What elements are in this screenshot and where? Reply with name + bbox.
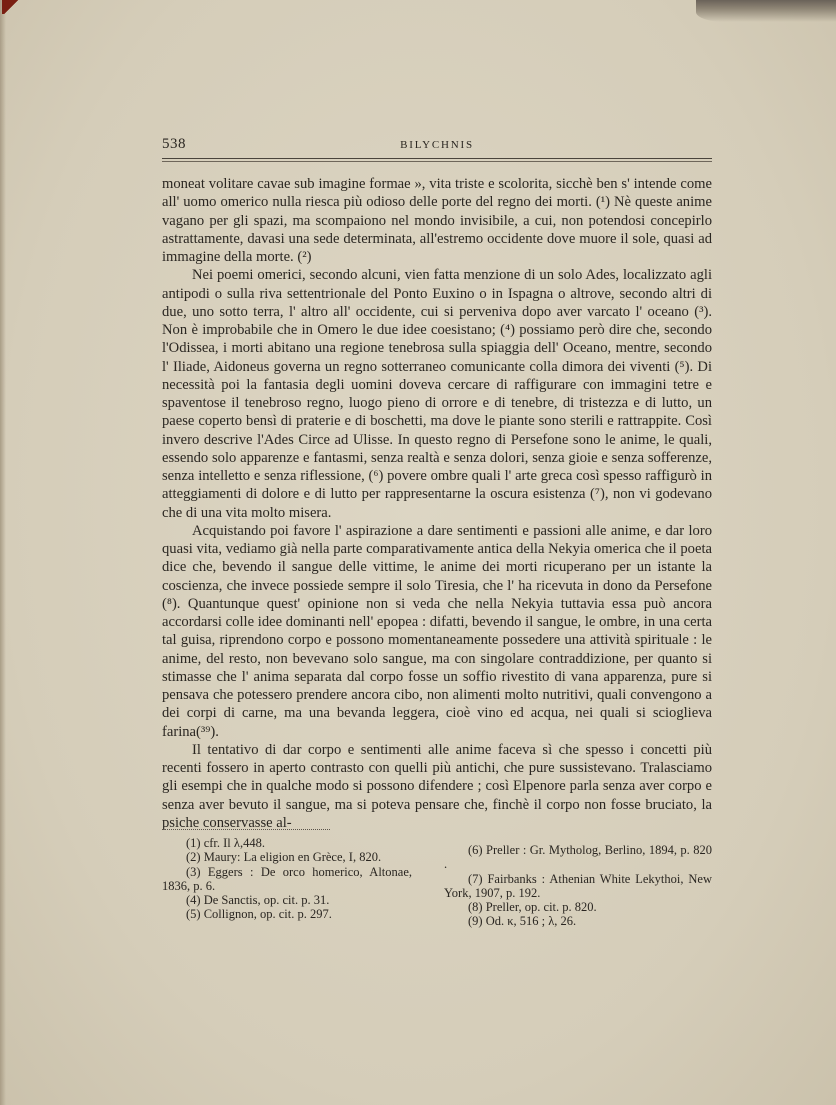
footnote: (8) Preller, op. cit. p. 820.: [468, 900, 597, 915]
body-text: [162, 175, 712, 832]
header-rule: [162, 158, 712, 159]
page-number: 538: [162, 136, 186, 152]
running-head: BILYCHNIS: [400, 139, 474, 151]
footnote: (2) Maury: La eligion en Grèce, I, 820.: [186, 850, 382, 865]
corner-stain: [2, 0, 28, 14]
page-edge-shadow: [0, 0, 6, 1105]
footnote-separator: [162, 829, 330, 830]
paragraph: moneat volitare cavae sub imagine formae », vita triste e scolorita, sicchè ben s' intende come all' uomo omerico nulla riesca più odioso delle porte del regno dei morti. (¹) Nè queste anime vagano per gli spazi, ma scompaiono nel mondo invisibile, a cui, non potendosi concepirlo astrattamente, davasi una sede determinata, all'estremo occidente dove muore il sole, quasi ad immagine della morte. (²): [162, 176, 712, 265]
paragraph: Il tentativo di dar corpo e sentimenti alle anime faceva sì che spesso i concetti più recenti fossero in aperto contrasto con quelli più antichi, che pure sussistevano. Tralasciamo gli esempi che in qualche modo si possono difendere ; così Elpenore parla senza aver corpo e senza aver bevuto il sangue, ma si poteva pensare che, finchè il corpo non fosse bruciato, la psiche conservasse al-: [162, 741, 712, 831]
footnotes-left-column: [162, 836, 412, 922]
torn-page-edge: [696, 0, 836, 22]
paragraph: Nei poemi omerici, secondo alcuni, vien fatta menzione di un solo Ades, localizzato agli antipodi o sulla riva settentrionale del Ponto Euxino o in Ispagna o altrove, secondo altri di due, uno sotto terra, l' altro all' occidente, cui si perveniva dopo aver varcato l' oceano (³). Non è improbabile che in Omero le due idee coesistano; (⁴) possiamo però dire che, secondo l'Odissea, i morti abitano una regione tenebrosa sulla spiaggia dell' Oceano, mentre, secondo l' Iliade, Aidoneus governa un regno sotterraneo comunicante colla dimora dei viventi (⁵). Di necessità poi la fantasia degli uomini doveva cercare di raffigurare con immagini tetre e spaventose il tenebroso regno, luogo pieno di orrore e di tenebre, di tristezza e di lutto, un paese coperto bensì di praterie e di boschetti, ma dove le piante sono sterili e rattrappite. Così invero descrive l'Ades Circe ad Ulisse. In questo regno di Persefone sono le anime, le quali, essendo solo apparenze e fantasmi, senza realtà e senza dolori, senza gioie e senza sofferenze, senza intelletto e senza riflessione, (⁶) povere ombre quali l' arte greca così spesso raffigurò in atteggiamenti di dolore e di lutto per rappresentarne la oscura esistenza (⁷), non vi godevano che di una vita molto misera.: [162, 267, 712, 521]
footnote: (7) Fairbanks : Athenian White Lekythoi, New York, 1907, p. 192.: [444, 871, 712, 900]
footnote: (6) Preller : Gr. Mytholog, Berlino, 1894, p. 820 .: [444, 843, 712, 872]
page-header: [162, 136, 712, 158]
footnote: (1) cfr. Il λ,448.: [186, 836, 265, 850]
footnote: (9) Od. κ, 516 ; λ, 26.: [468, 914, 577, 929]
footnote: (3) Eggers : De orco homerico, Altonae, 1836, p. 6.: [162, 864, 412, 893]
header-rule-double: [162, 161, 712, 162]
footnote: (4) De Sanctis, op. cit. p. 31.: [186, 893, 330, 908]
footnote: (5) Collignon, op. cit. p. 297.: [186, 907, 332, 922]
paragraph: Acquistando poi favore l' aspirazione a dare sentimenti e passioni alle anime, e dar loro quasi vita, vediamo già nella parte comparativamente antica della Nekyia omerica che il poeta dice che, bevendo il sangue delle vittime, le anime dei morti ricuperano per un istante la coscienza, che invece possiede sempre il solo Tiresia, che l' ha ricevuta in dono da Persefone (⁸). Quantunque quest' opinione non si veda che nella Nekyia tuttavia essa può ancora accordarsi colle idee dominanti nell' epopea : difatti, bevendo il sangue, le ombre, in una certa tal guisa, riprendono corpo e possono momentaneamente possedere una attività spirituale : le anime, del resto, non bevevano solo sangue, ma con singolare contraddizione, per quanto si stimasse che l' anima separata dal corpo fosse un soffio rivestito di vana apparenza, pure si pensava che potessero prendere ancora cibo, non alimenti molto nutritivi, quali convengono a dei corpi di carne, ma una bevanda leggera, cioè vino ed acqua, nei quali si scioglieva farina(³⁹).: [162, 522, 712, 740]
footnotes-right-column: [444, 843, 712, 929]
